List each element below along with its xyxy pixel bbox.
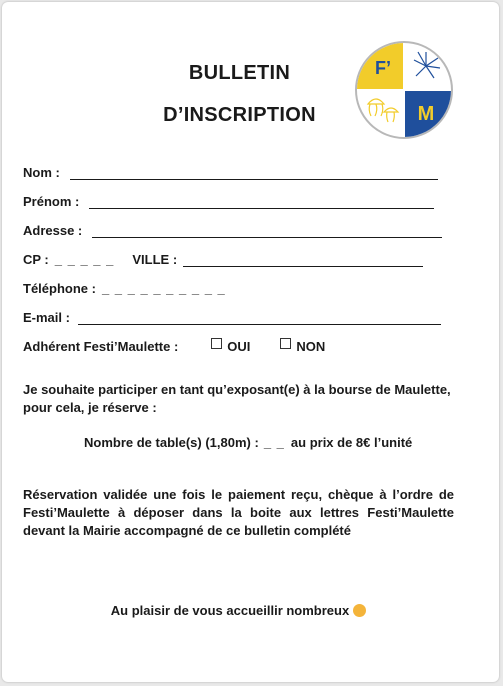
registration-form-sheet: [2, 2, 499, 682]
payment-note: Réservation validée une fois le paiement reçu, chèque à l’ordre de Festi’Maulette à déposer dans la boite aux lettres Festi’Maulette devant la Mairie accompagné de ce bulletin complété: [23, 487, 454, 538]
email-field[interactable]: [23, 307, 441, 325]
adherent-label: Adhérent Festi’Maulette :: [23, 339, 179, 354]
adresse-label: Adresse :: [23, 223, 83, 238]
telephone-label: Téléphone :: [23, 281, 96, 296]
logo-letter-top: F’: [375, 58, 391, 78]
cp-blank[interactable]: _ _ _ _ _: [54, 252, 115, 267]
adherent-field: [23, 336, 325, 354]
festi-maulette-logo: [354, 40, 454, 140]
adresse-blank[interactable]: [92, 223, 442, 238]
prenom-field[interactable]: [23, 191, 434, 209]
closing-text: Au plaisir de vous accueillir nombreux: [110, 603, 350, 618]
closing-line: [23, 602, 454, 620]
non-checkbox[interactable]: [280, 338, 291, 349]
non-option[interactable]: [280, 339, 325, 354]
logo-letter-bottom: M: [417, 103, 435, 125]
cp-ville-field[interactable]: [23, 249, 423, 267]
ville-blank[interactable]: [183, 252, 423, 267]
oui-checkbox[interactable]: [211, 338, 222, 349]
cp-label: CP :: [23, 252, 49, 267]
telephone-field[interactable]: [23, 278, 226, 296]
title-line-2: D’INSCRIPTION: [163, 104, 316, 126]
oui-option[interactable]: [211, 339, 250, 354]
prenom-label: Prénom :: [23, 194, 80, 209]
nom-field[interactable]: [23, 162, 438, 180]
telephone-blank[interactable]: _ _ _ _ _ _ _ _ _ _: [101, 281, 226, 296]
tables-label: Nombre de table(s) (1,80m) :: [84, 435, 259, 450]
email-blank[interactable]: [78, 310, 441, 325]
tables-field[interactable]: [84, 432, 412, 450]
adresse-field[interactable]: [23, 220, 442, 238]
reservation-intro: Je souhaite participer en tant qu’exposant(e) à la bourse de Maulette, pour cela, je réserve :: [23, 382, 451, 415]
title-line-1: BULLETIN: [188, 62, 291, 84]
price-text: au prix de 8€ l’unité: [290, 435, 413, 450]
prenom-blank[interactable]: [89, 194, 434, 209]
tables-blank[interactable]: _ _: [263, 435, 285, 450]
nom-label: Nom :: [23, 165, 60, 180]
email-label: E-mail :: [23, 310, 70, 325]
smiling-face-icon: [353, 604, 366, 617]
nom-blank[interactable]: [70, 165, 438, 180]
oui-label: OUI: [227, 339, 251, 354]
non-label: NON: [296, 339, 326, 354]
ville-label: VILLE :: [132, 252, 178, 267]
